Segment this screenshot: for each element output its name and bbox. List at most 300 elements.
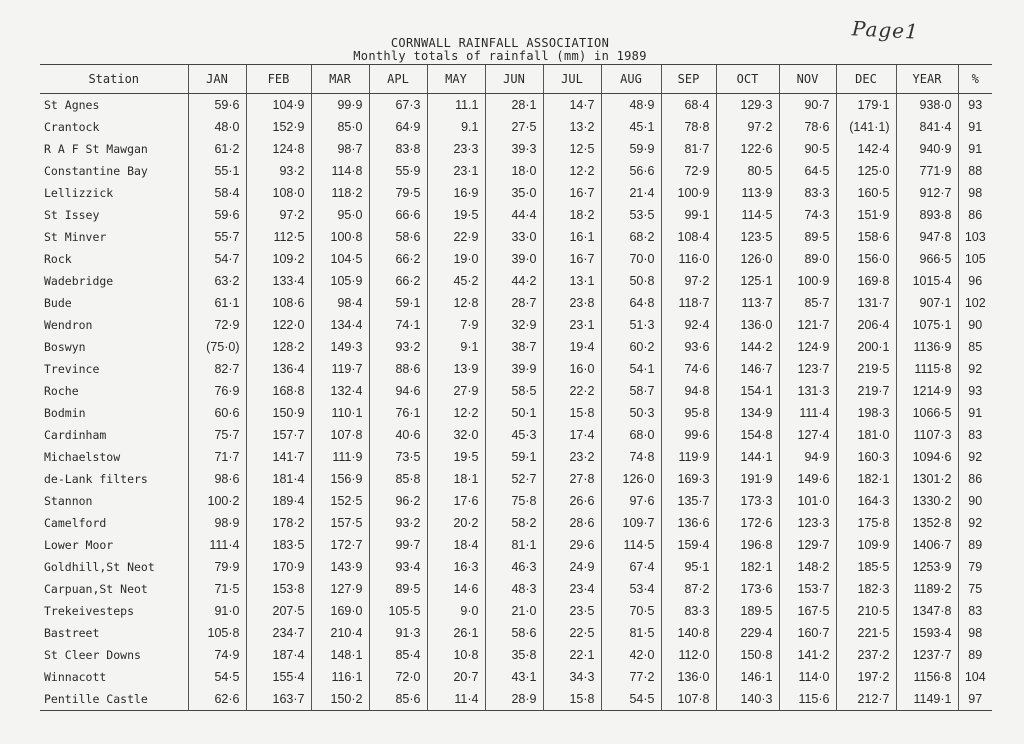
rainfall-value-cell: 77·2 — [601, 666, 661, 688]
rainfall-value-cell: 1149·1 — [896, 688, 958, 711]
rainfall-value-cell: 22·2 — [543, 380, 601, 402]
rainfall-value-cell: 119·9 — [661, 446, 716, 468]
document-subtitle: Monthly totals of rainfall (mm) in 1989 — [353, 49, 647, 63]
rainfall-value-cell: 114·8 — [311, 160, 369, 182]
rainfall-value-cell: 40·6 — [369, 424, 427, 446]
rainfall-value-cell: 75·8 — [485, 490, 543, 512]
rainfall-value-cell: 169·0 — [311, 600, 369, 622]
station-name-cell: Bastreet — [44, 626, 100, 640]
station-name-cell: Wendron — [44, 318, 93, 332]
rainfall-value-cell: 122·6 — [716, 138, 779, 160]
station-name-cell: Michaelstow — [44, 450, 121, 464]
rainfall-value-cell: 80·5 — [716, 160, 779, 182]
rainfall-value-cell: 61·2 — [188, 138, 246, 160]
rainfall-value-cell: 46·3 — [485, 556, 543, 578]
rainfall-value-cell: 94·6 — [369, 380, 427, 402]
table-row — [40, 270, 992, 292]
rainfall-value-cell: 58·2 — [485, 512, 543, 534]
rainfall-value-cell: 206·4 — [836, 314, 896, 336]
table-row — [40, 336, 992, 358]
rainfall-value-cell: 154·8 — [716, 424, 779, 446]
rainfall-value-cell: 116·1 — [311, 666, 369, 688]
rainfall-value-cell: 39·3 — [485, 138, 543, 160]
rainfall-value-cell: 207·5 — [246, 600, 311, 622]
rainfall-value-cell: 78·6 — [779, 116, 836, 138]
rainfall-value-cell: 29·6 — [543, 534, 601, 556]
rainfall-value-cell: 101·0 — [779, 490, 836, 512]
rainfall-value-cell: 104·5 — [311, 248, 369, 270]
table-row — [40, 292, 992, 314]
rainfall-value-cell: 83·8 — [369, 138, 427, 160]
rainfall-value-cell: 164·3 — [836, 490, 896, 512]
rainfall-value-cell: 15·8 — [543, 402, 601, 424]
rainfall-value-cell: 187·4 — [246, 644, 311, 666]
rainfall-value-cell: 175·8 — [836, 512, 896, 534]
rainfall-value-cell: 111·4 — [779, 402, 836, 424]
rainfall-value-cell: 55·9 — [369, 160, 427, 182]
rainfall-value-cell: 150·2 — [311, 688, 369, 711]
rainfall-value-cell: 60·6 — [188, 402, 246, 424]
rainfall-value-cell: 1136·9 — [896, 336, 958, 358]
rainfall-value-cell: 189·4 — [246, 490, 311, 512]
rainfall-value-cell: 109·2 — [246, 248, 311, 270]
rainfall-value-cell: 134·4 — [311, 314, 369, 336]
rainfall-value-cell: 136·0 — [716, 314, 779, 336]
rainfall-value-cell: 89·5 — [369, 578, 427, 600]
rainfall-value-cell: 105·9 — [311, 270, 369, 292]
rainfall-value-cell: 18·4 — [427, 534, 485, 556]
percent-cell: 86 — [958, 204, 992, 226]
rainfall-value-cell: 78·8 — [661, 116, 716, 138]
rainfall-value-cell: 23·8 — [543, 292, 601, 314]
rainfall-value-cell: 59·1 — [485, 446, 543, 468]
rainfall-value-cell: 22·1 — [543, 644, 601, 666]
rainfall-value-cell: 146·1 — [716, 666, 779, 688]
rainfall-value-cell: 151·9 — [836, 204, 896, 226]
rainfall-value-cell: 1189·2 — [896, 578, 958, 600]
rainfall-value-cell: 1406·7 — [896, 534, 958, 556]
rainfall-value-cell: 99·9 — [311, 94, 369, 117]
rainfall-value-cell: 17·6 — [427, 490, 485, 512]
rainfall-value-cell: 124·8 — [246, 138, 311, 160]
rainfall-value-cell: 22·5 — [543, 622, 601, 644]
rainfall-value-cell: 160·7 — [779, 622, 836, 644]
rainfall-value-cell: 16·7 — [543, 182, 601, 204]
rainfall-value-cell: 16·0 — [543, 358, 601, 380]
rainfall-value-cell: 12·2 — [543, 160, 601, 182]
rainfall-value-cell: 19·5 — [427, 204, 485, 226]
rainfall-value-cell: 172·6 — [716, 512, 779, 534]
rainfall-value-cell: 163·7 — [246, 688, 311, 711]
rainfall-value-cell: 54·1 — [601, 358, 661, 380]
rainfall-value-cell: 100·8 — [311, 226, 369, 248]
table-row — [40, 578, 992, 600]
rainfall-value-cell: 85·4 — [369, 644, 427, 666]
rainfall-value-cell: 35·8 — [485, 644, 543, 666]
column-header: FEB — [246, 65, 311, 94]
percent-cell: 92 — [958, 512, 992, 534]
rainfall-value-cell: 23·1 — [427, 160, 485, 182]
rainfall-value-cell: 127·4 — [779, 424, 836, 446]
rainfall-value-cell: 13·1 — [543, 270, 601, 292]
rainfall-value-cell: 85·0 — [311, 116, 369, 138]
rainfall-value-cell: 221·5 — [836, 622, 896, 644]
rainfall-value-cell: 142·4 — [836, 138, 896, 160]
rainfall-value-cell: 72·9 — [661, 160, 716, 182]
rainfall-value-cell: 67·4 — [601, 556, 661, 578]
rainfall-value-cell: 109·9 — [836, 534, 896, 556]
rainfall-value-cell: 58·7 — [601, 380, 661, 402]
rainfall-value-cell: 83·3 — [661, 600, 716, 622]
rainfall-value-cell: 70·5 — [601, 600, 661, 622]
rainfall-value-cell: 71·7 — [188, 446, 246, 468]
rainfall-value-cell: 219·5 — [836, 358, 896, 380]
table-row — [40, 600, 992, 622]
rainfall-value-cell: 141·2 — [779, 644, 836, 666]
rainfall-value-cell: 938·0 — [896, 94, 958, 117]
rainfall-value-cell: 1115·8 — [896, 358, 958, 380]
percent-cell: 83 — [958, 600, 992, 622]
rainfall-value-cell: 85·8 — [369, 468, 427, 490]
station-name-cell: Lower Moor — [44, 538, 114, 552]
rainfall-value-cell: 1301·2 — [896, 468, 958, 490]
rainfall-value-cell: 200·1 — [836, 336, 896, 358]
rainfall-value-cell: 81·7 — [661, 138, 716, 160]
rainfall-value-cell: 113·9 — [716, 182, 779, 204]
rainfall-value-cell: 58·6 — [485, 622, 543, 644]
rainfall-value-cell: 44·4 — [485, 204, 543, 226]
table-row — [40, 226, 992, 248]
rainfall-value-cell: 1593·4 — [896, 622, 958, 644]
rainfall-value-cell: 50·8 — [601, 270, 661, 292]
rainfall-value-cell: 72·9 — [188, 314, 246, 336]
rainfall-value-cell: 97·6 — [601, 490, 661, 512]
rainfall-value-cell: 112·0 — [661, 644, 716, 666]
rainfall-value-cell: 88·6 — [369, 358, 427, 380]
rainfall-value-cell: 771·9 — [896, 160, 958, 182]
rainfall-value-cell: 60·2 — [601, 336, 661, 358]
percent-cell: 96 — [958, 270, 992, 292]
percent-cell: 88 — [958, 160, 992, 182]
rainfall-value-cell: 91·3 — [369, 622, 427, 644]
rainfall-value-cell: 74·3 — [779, 204, 836, 226]
rainfall-value-cell: 92·4 — [661, 314, 716, 336]
station-name-cell: de-Lank filters — [44, 472, 148, 486]
percent-cell: 91 — [958, 402, 992, 424]
rainfall-value-cell: 95·8 — [661, 402, 716, 424]
station-name-cell: Lellizzick — [44, 186, 114, 200]
station-name-cell: Camelford — [44, 516, 107, 530]
rainfall-value-cell: 9·1 — [427, 336, 485, 358]
rainfall-value-cell: 23·4 — [543, 578, 601, 600]
rainfall-value-cell: 7·9 — [427, 314, 485, 336]
station-name-cell: St Minver — [44, 230, 107, 244]
rainfall-value-cell: 27·9 — [427, 380, 485, 402]
rainfall-value-cell: 59·1 — [369, 292, 427, 314]
rainfall-value-cell: 108·4 — [661, 226, 716, 248]
rainfall-value-cell: 76·9 — [188, 380, 246, 402]
rainfall-value-cell: 966·5 — [896, 248, 958, 270]
rainfall-value-cell: 100·2 — [188, 490, 246, 512]
rainfall-value-cell: 28·1 — [485, 94, 543, 117]
rainfall-value-cell: 97·2 — [661, 270, 716, 292]
rainfall-value-cell: 93·4 — [369, 556, 427, 578]
rainfall-value-cell: 173·3 — [716, 490, 779, 512]
rainfall-value-cell: 129·3 — [716, 94, 779, 117]
rainfall-value-cell: 113·7 — [716, 292, 779, 314]
rainfall-value-cell: 159·4 — [661, 534, 716, 556]
rainfall-value-cell: 100·9 — [661, 182, 716, 204]
rainfall-value-cell: 97·2 — [716, 116, 779, 138]
rainfall-value-cell: 136·6 — [661, 512, 716, 534]
rainfall-value-cell: 172·7 — [311, 534, 369, 556]
rainfall-value-cell: 53·4 — [601, 578, 661, 600]
table-row — [40, 424, 992, 446]
rainfall-value-cell: 907·1 — [896, 292, 958, 314]
station-name-cell: Cardinham — [44, 428, 107, 442]
rainfall-value-cell: 1253·9 — [896, 556, 958, 578]
rainfall-value-cell: 118·2 — [311, 182, 369, 204]
rainfall-value-cell: 54·5 — [601, 688, 661, 711]
rainfall-value-cell: 18·2 — [543, 204, 601, 226]
percent-cell: 89 — [958, 534, 992, 556]
table-row — [40, 534, 992, 556]
rainfall-value-cell: 56·6 — [601, 160, 661, 182]
rainfall-value-cell: 140·3 — [716, 688, 779, 711]
rainfall-value-cell: 185·5 — [836, 556, 896, 578]
rainfall-value-cell: 157·5 — [311, 512, 369, 534]
rainfall-value-cell: 79·5 — [369, 182, 427, 204]
rainfall-value-cell: 17·4 — [543, 424, 601, 446]
station-name-cell: St Agnes — [44, 98, 100, 112]
percent-cell: 98 — [958, 182, 992, 204]
rainfall-value-cell: 58·5 — [485, 380, 543, 402]
rainfall-value-cell: 131·3 — [779, 380, 836, 402]
rainfall-value-cell: 83·3 — [779, 182, 836, 204]
rainfall-value-cell: 140·8 — [661, 622, 716, 644]
rainfall-value-cell: 153·8 — [246, 578, 311, 600]
table-row — [40, 248, 992, 270]
station-name-cell: Carpuan,St Neot — [44, 582, 148, 596]
rainfall-value-cell: 26·6 — [543, 490, 601, 512]
rainfall-value-cell: 73·5 — [369, 446, 427, 468]
rainfall-value-cell: 153·7 — [779, 578, 836, 600]
rainfall-value-cell: 13·9 — [427, 358, 485, 380]
rainfall-value-cell: 27·5 — [485, 116, 543, 138]
rainfall-value-cell: 45·1 — [601, 116, 661, 138]
rainfall-value-cell: 12·2 — [427, 402, 485, 424]
station-name-cell: Stannon — [44, 494, 93, 508]
rainfall-value-cell: 94·9 — [779, 446, 836, 468]
rainfall-value-cell: 947·8 — [896, 226, 958, 248]
rainfall-value-cell: 28·7 — [485, 292, 543, 314]
rainfall-value-cell: 94·8 — [661, 380, 716, 402]
percent-cell: 92 — [958, 446, 992, 468]
rainfall-value-cell: 12·5 — [543, 138, 601, 160]
percent-cell: 83 — [958, 424, 992, 446]
column-header: MAY — [427, 65, 485, 94]
rainfall-value-cell: 148·1 — [311, 644, 369, 666]
rainfall-value-cell: 105·8 — [188, 622, 246, 644]
rainfall-value-cell: 155·4 — [246, 666, 311, 688]
rainfall-value-cell: 81·1 — [485, 534, 543, 556]
rainfall-value-cell: 54·5 — [188, 666, 246, 688]
station-name-cell: St Cleer Downs — [44, 648, 141, 662]
rainfall-value-cell: 110·1 — [311, 402, 369, 424]
rainfall-value-cell: 123·3 — [779, 512, 836, 534]
rainfall-value-cell: 62·6 — [188, 688, 246, 711]
rainfall-value-cell: 15·8 — [543, 688, 601, 711]
rainfall-value-cell: 20·2 — [427, 512, 485, 534]
rainfall-value-cell: 89·0 — [779, 248, 836, 270]
table-row — [40, 446, 992, 468]
rainfall-value-cell: 126·0 — [716, 248, 779, 270]
rainfall-value-cell: 119·7 — [311, 358, 369, 380]
rainfall-table — [40, 64, 992, 711]
rainfall-value-cell: 123·7 — [779, 358, 836, 380]
rainfall-value-cell: 210·4 — [311, 622, 369, 644]
rainfall-value-cell: 97·2 — [246, 204, 311, 226]
rainfall-value-cell: 149·3 — [311, 336, 369, 358]
rainfall-value-cell: 98·7 — [311, 138, 369, 160]
rainfall-value-cell: 1015·4 — [896, 270, 958, 292]
percent-cell: 75 — [958, 578, 992, 600]
column-header: AUG — [601, 65, 661, 94]
table-row — [40, 182, 992, 204]
rainfall-value-cell: 64·8 — [601, 292, 661, 314]
column-header: JUN — [485, 65, 543, 94]
percent-cell: 91 — [958, 116, 992, 138]
rainfall-value-cell: 237·2 — [836, 644, 896, 666]
rainfall-value-cell: 135·7 — [661, 490, 716, 512]
rainfall-value-cell: 48·3 — [485, 578, 543, 600]
rainfall-value-cell: 893·8 — [896, 204, 958, 226]
rainfall-value-cell: 20·7 — [427, 666, 485, 688]
rainfall-value-cell: 14·7 — [543, 94, 601, 117]
rainfall-value-cell: 189·5 — [716, 600, 779, 622]
rainfall-value-cell: 112·5 — [246, 226, 311, 248]
rainfall-value-cell: 111·9 — [311, 446, 369, 468]
table-row — [40, 94, 992, 117]
rainfall-value-cell: 167·5 — [779, 600, 836, 622]
rainfall-value-cell: 19·4 — [543, 336, 601, 358]
rainfall-value-cell: 95·0 — [311, 204, 369, 226]
rainfall-value-cell: 82·7 — [188, 358, 246, 380]
rainfall-value-cell: 99·6 — [661, 424, 716, 446]
rainfall-value-cell: 32·0 — [427, 424, 485, 446]
percent-cell: 91 — [958, 138, 992, 160]
rainfall-value-cell: 58·6 — [369, 226, 427, 248]
rainfall-value-cell: 191·9 — [716, 468, 779, 490]
table-row — [40, 204, 992, 226]
percent-cell: 103 — [958, 226, 992, 248]
rainfall-value-cell: 11.1 — [427, 94, 485, 117]
rainfall-value-cell: 160·5 — [836, 182, 896, 204]
rainfall-value-cell: 131·7 — [836, 292, 896, 314]
rainfall-value-cell: 93·2 — [369, 336, 427, 358]
rainfall-value-cell: 54·7 — [188, 248, 246, 270]
table-row — [40, 138, 992, 160]
station-name-cell: St Issey — [44, 208, 100, 222]
rainfall-value-cell: 150·8 — [716, 644, 779, 666]
rainfall-value-cell: 229·4 — [716, 622, 779, 644]
table-row — [40, 402, 992, 424]
rainfall-value-cell: 234·7 — [246, 622, 311, 644]
table-row — [40, 314, 992, 336]
rainfall-value-cell: 87·2 — [661, 578, 716, 600]
percent-cell: 79 — [958, 556, 992, 578]
page-number-annotation: Page1 — [851, 16, 920, 44]
rainfall-value-cell: 1075·1 — [896, 314, 958, 336]
rainfall-value-cell: 16·7 — [543, 248, 601, 270]
column-header: SEP — [661, 65, 716, 94]
rainfall-value-cell: 1347·8 — [896, 600, 958, 622]
rainfall-value-cell: 23·1 — [543, 314, 601, 336]
rainfall-value-cell: 23·2 — [543, 446, 601, 468]
rainfall-value-cell: 45·2 — [427, 270, 485, 292]
rainfall-value-cell: 152·5 — [311, 490, 369, 512]
percent-cell: 102 — [958, 292, 992, 314]
table-row — [40, 512, 992, 534]
rainfall-value-cell: 85·6 — [369, 688, 427, 711]
rainfall-value-cell: 108·0 — [246, 182, 311, 204]
rainfall-value-cell: 42·0 — [601, 644, 661, 666]
rainfall-value-cell: 1330·2 — [896, 490, 958, 512]
rainfall-value-cell: 74·6 — [661, 358, 716, 380]
rainfall-value-cell: 182·1 — [836, 468, 896, 490]
rainfall-value-cell: 183·5 — [246, 534, 311, 556]
station-name-cell: Constantine Bay — [44, 164, 148, 178]
rainfall-value-cell: 52·7 — [485, 468, 543, 490]
rainfall-value-cell: 75·7 — [188, 424, 246, 446]
rainfall-value-cell: 33·0 — [485, 226, 543, 248]
rainfall-value-cell: 28·9 — [485, 688, 543, 711]
percent-cell: 97 — [958, 688, 992, 711]
rainfall-value-cell: 24·9 — [543, 556, 601, 578]
rainfall-value-cell: 23·5 — [543, 600, 601, 622]
rainfall-value-cell: 48·9 — [601, 94, 661, 117]
table-row — [40, 490, 992, 512]
column-header: NOV — [779, 65, 836, 94]
rainfall-value-cell: 152·9 — [246, 116, 311, 138]
table-row — [40, 358, 992, 380]
rainfall-value-cell: 173·6 — [716, 578, 779, 600]
rainfall-value-cell: 44·2 — [485, 270, 543, 292]
rainfall-value-cell: 181·0 — [836, 424, 896, 446]
rainfall-value-cell: 118·7 — [661, 292, 716, 314]
rainfall-value-cell: 198·3 — [836, 402, 896, 424]
rainfall-value-cell: 9·0 — [427, 600, 485, 622]
rainfall-value-cell: 90·5 — [779, 138, 836, 160]
rainfall-value-cell: 32·9 — [485, 314, 543, 336]
rainfall-value-cell: 9.1 — [427, 116, 485, 138]
rainfall-value-cell: 19·5 — [427, 446, 485, 468]
rainfall-value-cell: 85·7 — [779, 292, 836, 314]
rainfall-value-cell: 18·0 — [485, 160, 543, 182]
rainfall-value-cell: 182·3 — [836, 578, 896, 600]
rainfall-value-cell: 123·5 — [716, 226, 779, 248]
station-name-cell: Roche — [44, 384, 79, 398]
station-name-cell: Winnacott — [44, 670, 107, 684]
rainfall-value-cell: 99·1 — [661, 204, 716, 226]
rainfall-value-cell: (141·1) — [836, 116, 896, 138]
rainfall-value-cell: 66·2 — [369, 270, 427, 292]
rainfall-value-cell: 179·1 — [836, 94, 896, 117]
table-header-row — [40, 65, 992, 94]
rainfall-value-cell: 45·3 — [485, 424, 543, 446]
rainfall-value-cell: 67·3 — [369, 94, 427, 117]
rainfall-value-cell: 1107·3 — [896, 424, 958, 446]
